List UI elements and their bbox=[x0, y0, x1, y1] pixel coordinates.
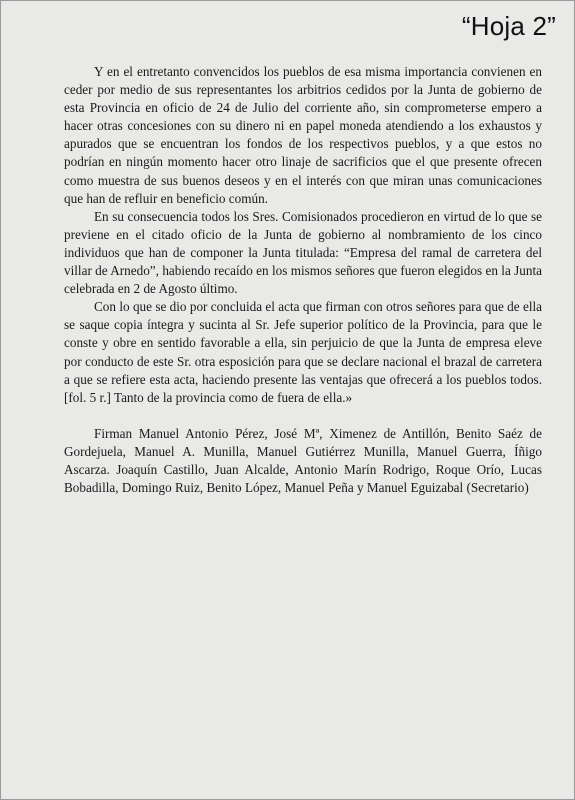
paragraph-2: En su consecuencia todos los Sres. Comisionados procedieron en virtud de lo que se previene en el citado oficio de la Junta de gobierno al nombramiento de los cinco individuos que han de componer la Junta titulada: “Empresa del ramal de carretera del villar de Arnedo”, habiendo recaído en los mismos señores que fueron elegidos en la Junta celebrada en 2 de Agosto último. bbox=[64, 208, 542, 297]
signatories-paragraph: Firman Manuel Antonio Pérez, José Mª, Ximenez de Antillón, Benito Saéz de Gordejuela, Manuel A. Munilla, Manuel Gutiérrez Munilla, Manuel Guerra, Íñigo Ascarza. Joaquín Castillo, Juan Alcalde, Antonio Marín Rodrigo, Roque Orío, Lucas Bobadilla, Domingo Ruiz, Benito López, Manuel Peña y Manuel Eguizabal (Secretario) bbox=[64, 425, 542, 496]
paragraph-1: Y en el entretanto convencidos los pueblos de esa misma importancia convienen en ceder por medio de sus representantes los arbitrios cedidos por la Junta de gobierno de esta Provincia en oficio de 24 de Julio del corriente año, sin comprometerse empero a hacer otras concesiones con su dinero ni en papel moneda atendiendo a los exhaustos y apurados que se encuentran los fondos de los respectivos pueblos, y a que estos no podrían en ningún momento hacer otro linaje de sacrificios que el que presente ofrecen como muestra de sus buenos deseos y en el interés con que miran unas comunicaciones que han de refluir en beneficio común. bbox=[64, 64, 542, 206]
sheet-label: “Hoja 2” bbox=[461, 11, 556, 41]
paragraph-3: Con lo que se dio por concluida el acta que firman con otros señores para que de ella se saque copia íntegra y sucinta al Sr. Jefe superior político de la Provincia, para que le conste y obre en sentido favorable a ella, sin perjuicio de que la Junta de empresa eleve por conducto de este Sr. otra esposición para que se declare nacional el brazal de carretera a que se refiere esta acta, haciendo presente las ventajas que ofrecerá a los pueblos todos. [fol. 5 r.] Tanto de la provincia como de fuera de ella.» bbox=[64, 299, 542, 405]
document-body bbox=[64, 63, 542, 497]
